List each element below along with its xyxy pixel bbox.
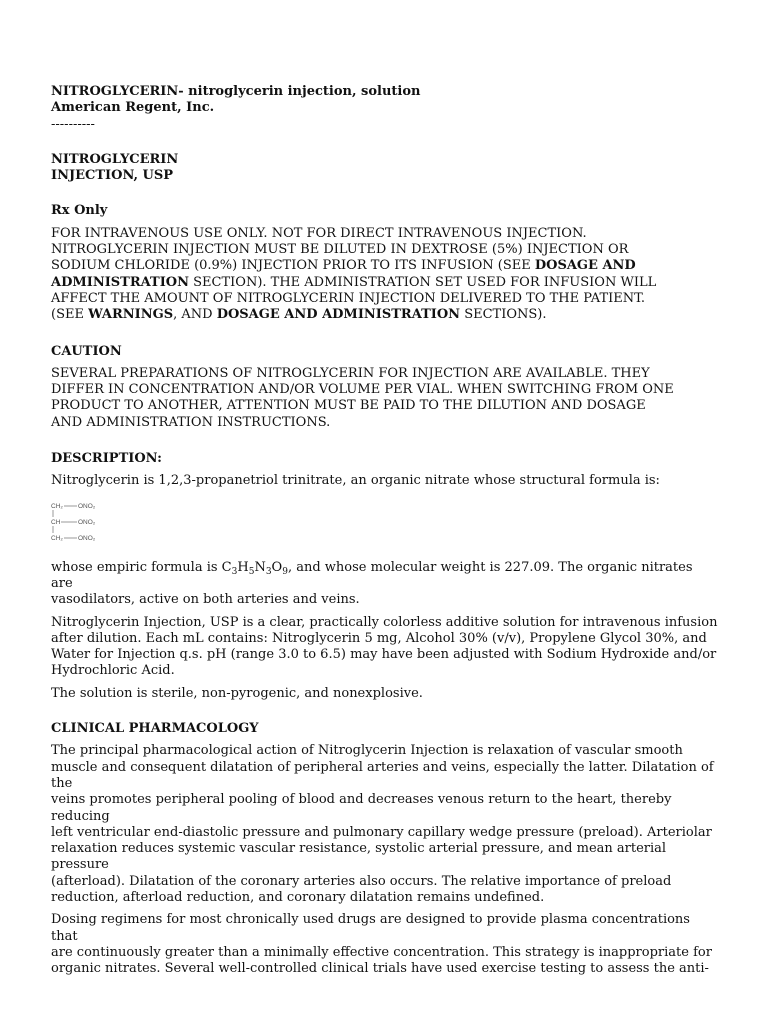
clinical-line: are continuously greater than a minimally effective concentration. This strategy is inappropriate for <box>51 944 712 960</box>
warning-line: FOR INTRAVENOUS USE ONLY. NOT FOR DIRECT INTRAVENOUS INJECTION. <box>51 225 587 241</box>
clinical-paragraph-1 <box>51 743 718 906</box>
caution-heading: CAUTION <box>51 343 122 359</box>
warning-block <box>51 226 718 324</box>
warning-line <box>51 307 718 323</box>
clinical-line: relaxation reduces systemic vascular resistance, systolic arterial pressure, and mean arterial pressure <box>51 841 667 873</box>
formula-ch2-top: CH₂ <box>51 502 63 510</box>
dosage-ref: DOSAGE AND <box>534 258 636 274</box>
sterility-statement: The solution is sterile, non-pyrogenic, and nonexplosive. <box>51 685 423 701</box>
clinical-line: left ventricular end-diastolic pressure and pulmonary capillary wedge pressure (preload). Arteriolar <box>51 824 712 840</box>
formula-subscript: 5 <box>248 566 255 577</box>
product-name-line1: NITROGLYCERIN <box>51 151 179 167</box>
formula-ch-middle: CH <box>51 518 61 526</box>
empiric-formula-line <box>51 560 718 593</box>
warning-text: SODIUM CHLORIDE (0.9%) INJECTION PRIOR TO ITS INFUSION (SEE <box>51 258 535 274</box>
caution-line: PRODUCT TO ANOTHER, ATTENTION MUST BE PAID TO THE DILUTION AND DOSAGE <box>51 398 646 414</box>
caution-block <box>51 366 718 431</box>
clinical-paragraph-2 <box>51 912 718 977</box>
warning-line: NITROGLYCERIN INJECTION MUST BE DILUTED IN DEXTROSE (5%) INJECTION OR <box>51 242 629 258</box>
rx-only: Rx Only <box>51 203 108 219</box>
formula-subscript: 3 <box>265 566 272 577</box>
composition-line: Nitroglycerin Injection, USP is a clear, practically colorless additive solution for intravenous infusion <box>51 614 718 630</box>
formula-text: whose empiric formula is C <box>51 559 232 575</box>
clinical-line: veins promotes peripheral pooling of blood and decreases venous return to the heart, thereby reducing <box>51 792 672 824</box>
product-name <box>51 152 718 185</box>
formula-ch2-bottom: CH₂ <box>51 534 63 542</box>
formula-ono2-bottom: ONO₂ <box>78 534 96 542</box>
formula-subscript: 9 <box>282 566 288 577</box>
separator-line: ---------- <box>51 116 95 132</box>
warning-text: , AND <box>173 307 217 323</box>
formula-subscript: 3 <box>231 566 238 577</box>
clinical-pharmacology-heading: CLINICAL PHARMACOLOGY <box>51 721 259 737</box>
caution-line: DIFFER IN CONCENTRATION AND/OR VOLUME PER VIAL. WHEN SWITCHING FROM ONE <box>51 382 674 398</box>
clinical-line: Dosing regimens for most chronically used drugs are designed to provide plasma concentrations that <box>51 912 690 944</box>
warning-text: (SEE <box>51 307 89 323</box>
description-intro: Nitroglycerin is 1,2,3-propanetriol trinitrate, an organic nitrate whose structural formula is: <box>51 473 660 489</box>
composition-line: Water for Injection q.s. pH (range 3.0 to 6.5) may have been adjusted with Sodium Hydroxide and/or <box>51 647 717 663</box>
dosage-administration-ref: DOSAGE AND ADMINISTRATION <box>216 307 461 323</box>
caution-line: AND ADMINISTRATION INSTRUCTIONS. <box>51 414 331 430</box>
formula-text: H <box>237 559 249 575</box>
composition-line: after dilution. Each mL contains: Nitroglycerin 5 mg, Alcohol 30% (v/v), Propylene Glycol 30%, and <box>51 630 707 646</box>
empiric-formula-paragraph <box>51 560 718 609</box>
formula-ono2-middle: ONO₂ <box>78 518 96 526</box>
structural-formula-image <box>51 501 111 543</box>
company-name: American Regent, Inc. <box>51 100 215 116</box>
warnings-ref: WARNINGS <box>88 307 174 323</box>
clinical-line: The principal pharmacological action of Nitroglycerin Injection is relaxation of vascular smooth <box>51 743 683 759</box>
warning-line <box>51 275 718 291</box>
formula-text: N <box>254 559 266 575</box>
clinical-line: muscle and consequent dilatation of peripheral arteries and veins, especially the latter. Dilatation of the <box>51 759 714 791</box>
warning-text: SECTIONS). <box>460 307 547 323</box>
clinical-line: (afterload). Dilatation of the coronary arteries also occurs. The relative importance of preload <box>51 873 672 889</box>
warning-text: SECTION). THE ADMINISTRATION SET USED FOR INFUSION WILL <box>189 274 657 290</box>
description-heading: DESCRIPTION: <box>51 451 162 467</box>
formula-ono2-top: ONO₂ <box>78 502 96 510</box>
formula-text: O <box>271 559 283 575</box>
formula-text: , and whose molecular weight is 227.09. The organic nitrates are <box>51 559 693 591</box>
administration-ref: ADMINISTRATION <box>51 274 189 290</box>
composition-line: Hydrochloric Acid. <box>51 663 175 679</box>
empiric-formula-line: vasodilators, active on both arteries and veins. <box>51 592 360 608</box>
caution-line: SEVERAL PREPARATIONS OF NITROGLYCERIN FOR INJECTION ARE AVAILABLE. THEY <box>51 365 650 381</box>
document-title: NITROGLYCERIN- nitroglycerin injection, solution <box>51 84 421 99</box>
product-name-line2: INJECTION, USP <box>51 168 174 184</box>
warning-line: AFFECT THE AMOUNT OF NITROGLYCERIN INJECTION DELIVERED TO THE PATIENT. <box>51 290 646 306</box>
warning-line <box>51 258 718 274</box>
composition-paragraph <box>51 615 718 680</box>
clinical-line: reduction, afterload reduction, and coronary dilatation remains undefined. <box>51 889 545 905</box>
clinical-line: organic nitrates. Several well-controlled clinical trials have used exercise testing to assess the anti- <box>51 961 709 977</box>
